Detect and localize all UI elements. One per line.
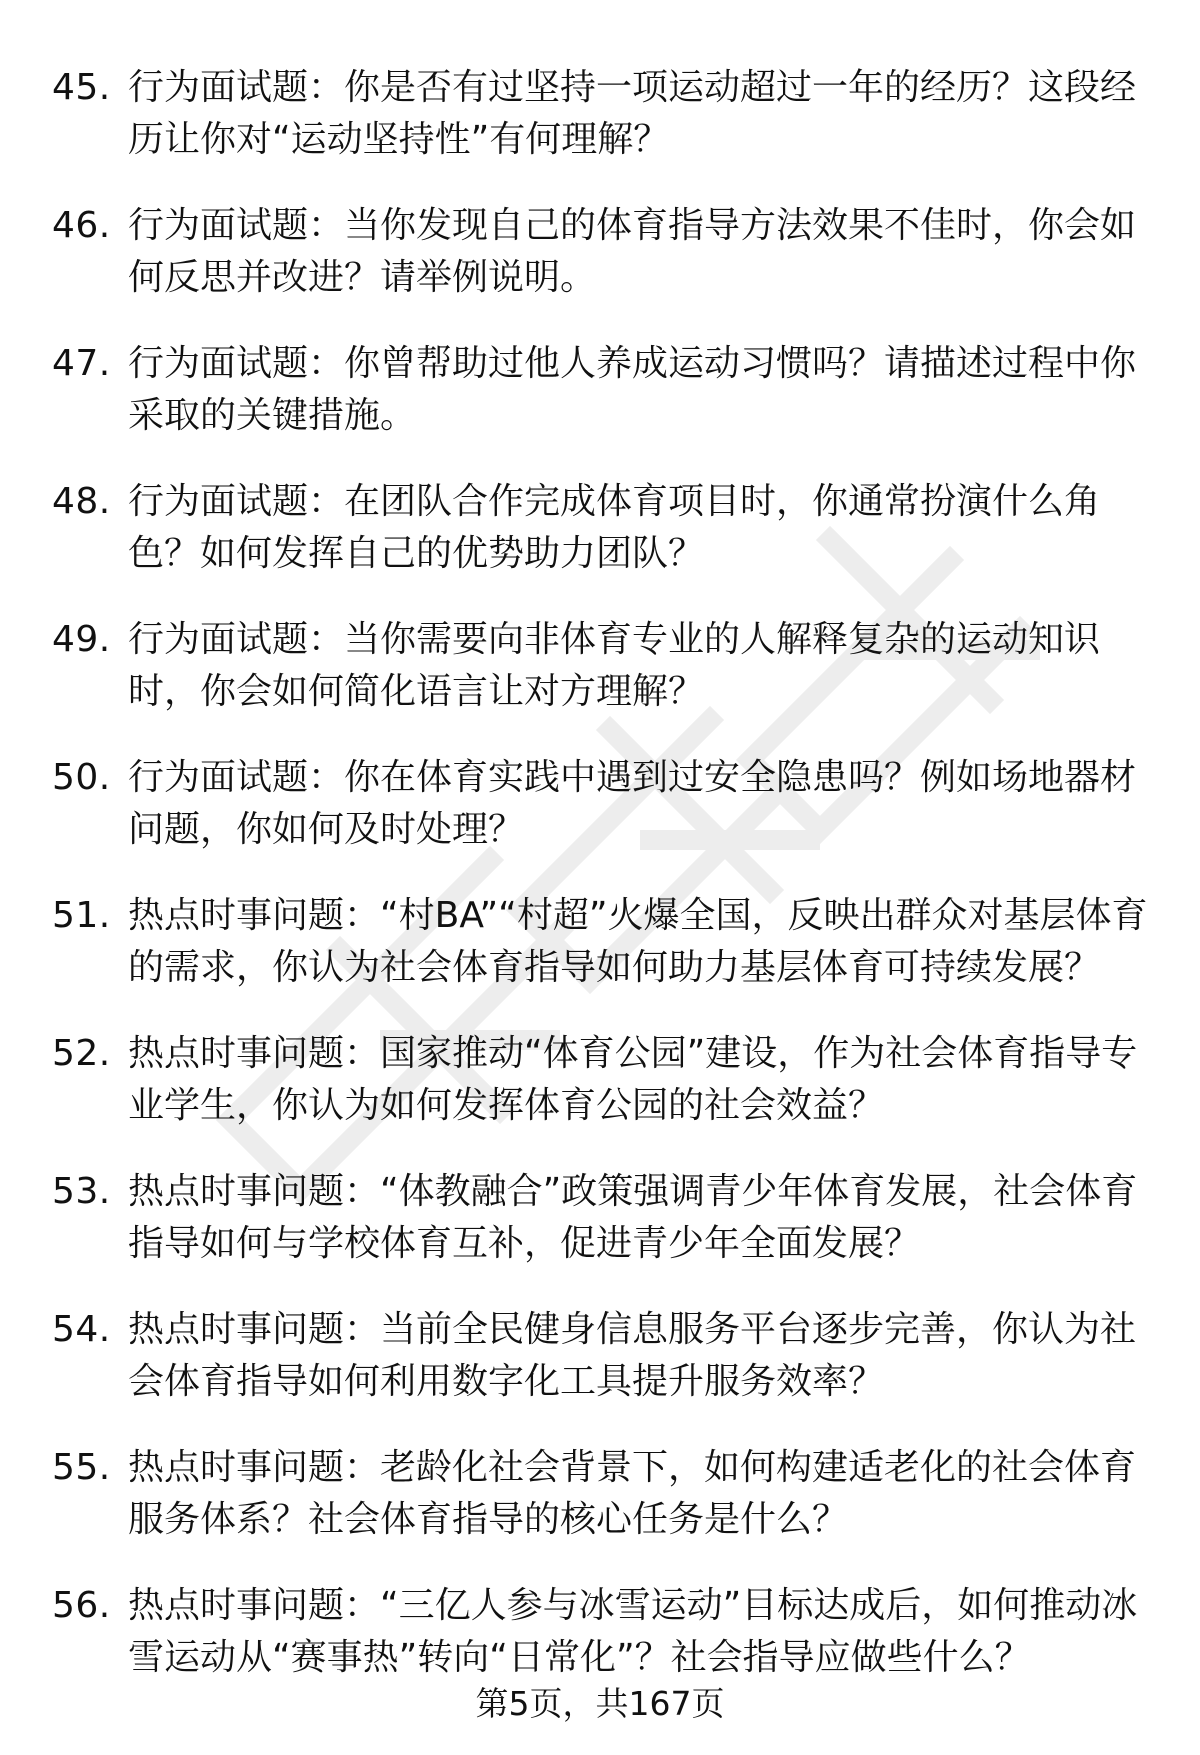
- question-item: [52, 890, 1152, 994]
- question-item: [52, 1028, 1152, 1132]
- question-item: [52, 1580, 1152, 1684]
- question-number: 50.: [52, 757, 111, 798]
- question-item: [52, 1442, 1152, 1546]
- question-text: 行为面试题：你曾帮助过他人养成运动习惯吗？请描述过程中你采取的关键措施。: [128, 343, 1137, 436]
- question-number: 56.: [52, 1585, 111, 1626]
- question-text: 热点时事问题：“村BA”“村超”火爆全国，反映出群众对基层体育的需求，你认为社会体育指导如何助力基层体育可持续发展？: [128, 895, 1148, 988]
- question-text: 行为面试题：你在体育实践中遇到过安全隐患吗？例如场地器材问题，你如何及时处理？: [128, 757, 1137, 850]
- question-number: 47.: [52, 343, 111, 384]
- question-item: [52, 476, 1152, 580]
- question-text: 热点时事问题：“体教融合”政策强调青少年体育发展，社会体育指导如何与学校体育互补，促进青少年全面发展？: [128, 1171, 1138, 1264]
- question-number: 49.: [52, 619, 111, 660]
- page-footer: [0, 1682, 1200, 1726]
- question-number: 46.: [52, 205, 111, 246]
- question-text: 热点时事问题：老龄化社会背景下，如何构建适老化的社会体育服务体系？社会体育指导的核心任务是什么？: [128, 1447, 1137, 1540]
- question-text: 热点时事问题：当前全民健身信息服务平台逐步完善，你认为社会体育指导如何利用数字化工具提升服务效率？: [128, 1309, 1137, 1402]
- question-text: 行为面试题：你是否有过坚持一项运动超过一年的经历？这段经历让你对“运动坚持性”有何理解？: [128, 67, 1137, 160]
- question-item: [52, 200, 1152, 304]
- question-item: [52, 62, 1152, 166]
- question-text: 行为面试题：当你发现自己的体育指导方法效果不佳时，你会如何反思并改进？请举例说明。: [128, 205, 1137, 298]
- question-number: 55.: [52, 1447, 111, 1488]
- question-text: 热点时事问题：“三亿人参与冰雪运动”目标达成后，如何推动冰雪运动从“赛事热”转向“日常化”？社会指导应做些什么？: [128, 1585, 1138, 1678]
- question-number: 52.: [52, 1033, 111, 1074]
- question-text: 行为面试题：当你需要向非体育专业的人解释复杂的运动知识时，你会如何简化语言让对方理解？: [128, 619, 1101, 712]
- question-text: 行为面试题：在团队合作完成体育项目时，你通常扮演什么角色？如何发挥自己的优势助力团队？: [128, 481, 1101, 574]
- question-item: [52, 614, 1152, 718]
- question-number: 45.: [52, 67, 111, 108]
- question-number: 53.: [52, 1171, 111, 1212]
- question-item: [52, 1166, 1152, 1270]
- page-number-label: 第5页，共167页: [475, 1684, 725, 1723]
- question-item: [52, 752, 1152, 856]
- question-item: [52, 338, 1152, 442]
- question-text: 热点时事问题：国家推动“体育公园”建设，作为社会体育指导专业学生，你认为如何发挥体育公园的社会效益？: [128, 1033, 1138, 1126]
- question-number: 48.: [52, 481, 111, 522]
- question-list: [52, 62, 1152, 1718]
- question-item: [52, 1304, 1152, 1408]
- question-number: 51.: [52, 895, 111, 936]
- question-number: 54.: [52, 1309, 111, 1350]
